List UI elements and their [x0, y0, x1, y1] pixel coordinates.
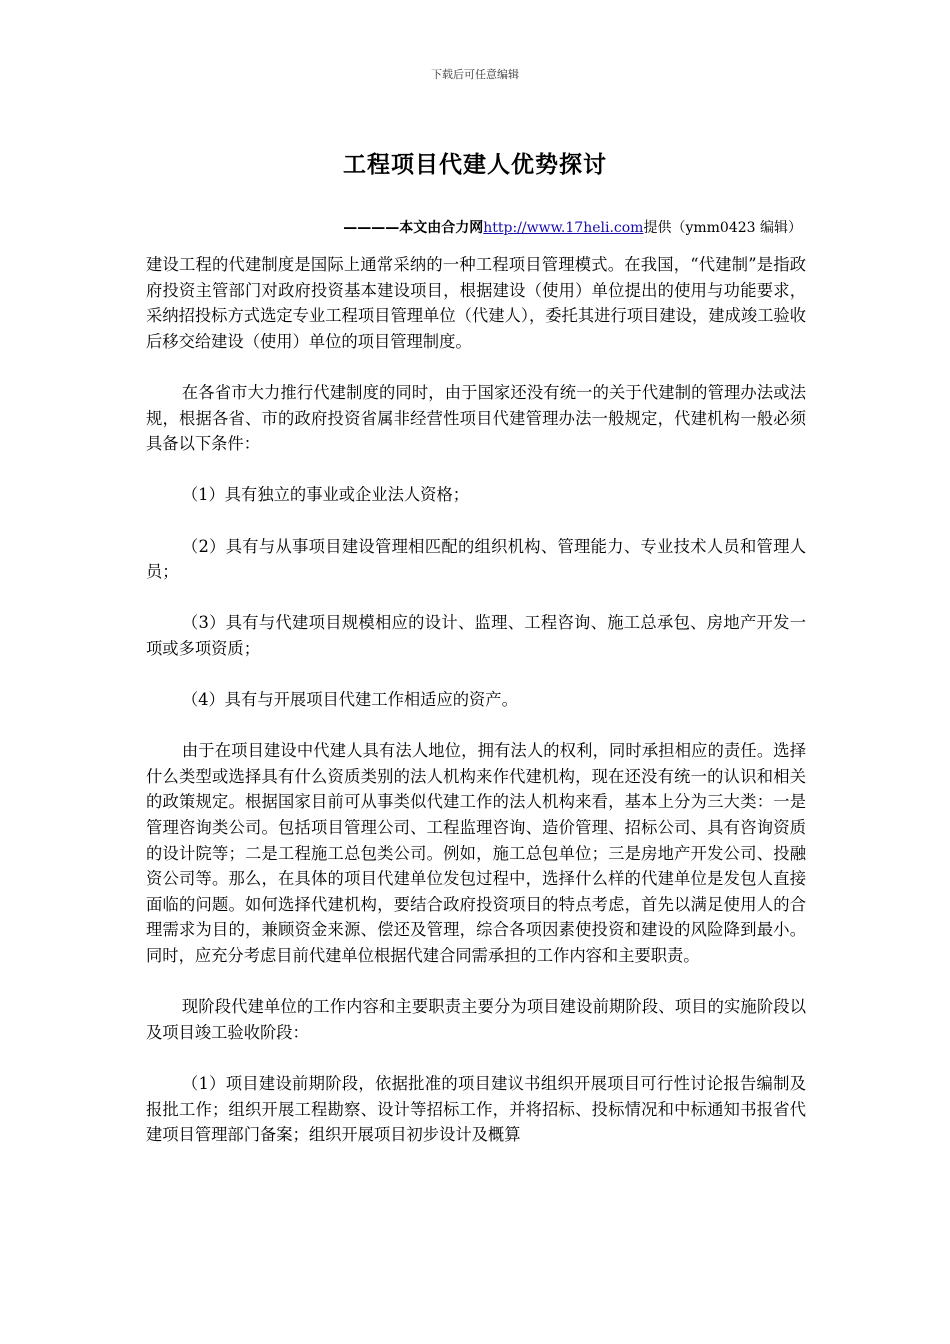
paragraph: 在各省市大力推行代建制度的同时，由于国家还没有统一的关于代建制的管理办法或法规，根据各省、市的政府投资省属非经营性项目代建管理办法一般规定，代建机构一般必须具备以下条件：: [146, 382, 806, 454]
list-item: （4）具有与开展项目代建工作相适应的资产。: [181, 690, 518, 710]
list-item: （1）具有独立的事业或企业法人资格；: [181, 485, 470, 505]
paragraph: 建设工程的代建制度是国际上通常采纳的一种工程项目管理模式。在我国，“代建制”是指政府投资主管部门对政府投资基本建设项目，根据建设（使用）单位提出的使用与功能要求，采纳招投标方式选定专业工程项目管理单位（代建人），委托其进行项目建设，建成竣工验收后移交给建设（使用）单位的项目管理制度。: [146, 255, 806, 351]
list-item: （2）具有与从事项目建设管理相匹配的组织机构、管理能力、专业技术人员和管理人员；: [146, 536, 806, 582]
list-item: （1）项目建设前期阶段，依据批准的项目建议书组织开展项目可行性讨论报告编制及报批工作；组织开展工程勘察、设计等招标工作，并将招标、投标情况和中标通知书报省代建项目管理部门备案；组织开展项目初步设计及概算: [146, 1074, 806, 1145]
list-item: （3）具有与代建项目规模相应的设计、监理、工程咨询、施工总承包、房地产开发一项或多项资质；: [146, 613, 806, 658]
document-title: 工程项目代建人优势探讨: [343, 152, 607, 178]
source-link[interactable]: http://www.17heli.com: [483, 220, 644, 236]
byline: [343, 217, 802, 237]
paragraph: 现阶段代建单位的工作内容和主要职责主要分为项目建设前期阶段、项目的实施阶段以及项目竣工验收阶段：: [146, 997, 806, 1042]
byline-prefix: ————本文由合力网: [343, 220, 484, 236]
document-body: [146, 252, 806, 1148]
paragraph: 由于在项目建设中代建人具有法人地位，拥有法人的权利，同时承担相应的责任。选择什么类型或选择具有什么资质类别的法人机构来作代建机构，现在还没有统一的认识和相关的政策规定。根据国家目前可从事类似代建工作的法人机构来看，基本上分为三大类：一是管理咨询类公司。包括项目管理公司、工程监理咨询、造价管理、招标公司、具有咨询资质的设计院等；二是工程施工总包类公司。例如，施工总包单位；三是房地产开发公司、投融资公司等。那么，在具体的项目代建单位发包过程中，选择什么样的代建单位是发包人直接面临的问题。如何选择代建机构，要结合政府投资项目的特点考虑，首先以满足使用人的合理需求为目的，兼顾资金来源、偿还及管理，综合各项因素使投资和建设的风险降到最小。同时，应充分考虑目前代建单位根据代建合同需承担的工作内容和主要职责。: [146, 741, 806, 966]
page-header: 下载后可任意编辑: [431, 68, 519, 81]
byline-suffix: 提供（ymm0423 编辑）: [643, 220, 802, 236]
